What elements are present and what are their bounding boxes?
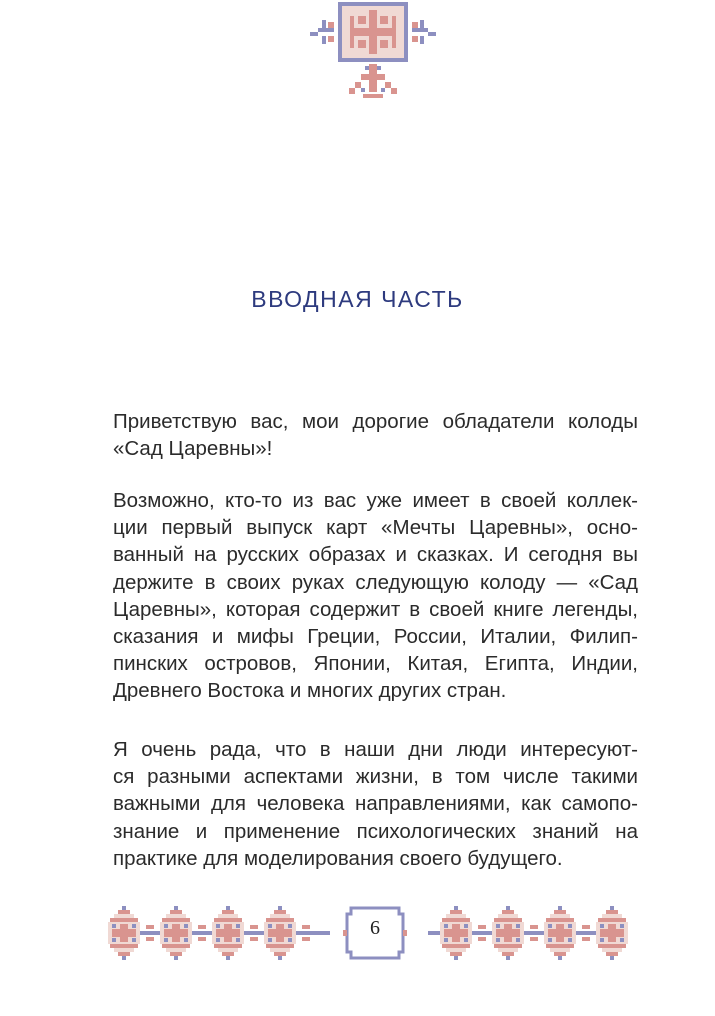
paragraph-collection xyxy=(113,487,638,705)
text-line: важными для человека направлениями, как самопо- xyxy=(113,792,638,816)
text-line: ции первый выпуск карт «Мечты Царевны», осно- xyxy=(113,516,638,540)
text-line: держите в своих руках следующую колоду — «Сад xyxy=(113,570,638,594)
section-title: ВВОДНАЯ ЧАСТЬ xyxy=(251,286,464,312)
text-line: Приветствую вас, мои дорогие обладатели колоды xyxy=(113,410,638,433)
text-line: практике для моделирования своего будущего. xyxy=(113,846,563,870)
text-line: Я очень рада, что в наши дни люди интересуют- xyxy=(113,738,638,761)
folk-border-ornament-icon xyxy=(428,902,636,964)
text-line: Возможно, кто-то из вас уже имеет в своей коллек- xyxy=(113,489,638,512)
page-number: 6 xyxy=(370,917,380,939)
text-line: пинских островов, Японии, Китая, Египта, Индии, xyxy=(113,652,638,676)
text-line: ся разными аспектами жизни, в том числе такими xyxy=(113,765,638,789)
text-line: сказания и мифы Греции, России, Италии, Филип- xyxy=(113,625,638,649)
text-line: ванный на русских образах и сказках. И сегодня вы xyxy=(113,543,638,567)
folk-border-ornament-icon xyxy=(108,902,330,964)
paragraph-greeting xyxy=(113,408,638,462)
folk-ornament-icon xyxy=(306,0,440,104)
paragraph-interest xyxy=(113,736,638,872)
text-line: «Сад Царевны»! xyxy=(113,437,273,461)
text-line: Царевны», которая содержит в своей книге легенды, xyxy=(113,597,638,621)
text-line: Древнего Востока и многих других стран. xyxy=(113,679,507,703)
text-line: знание и применение психологических знаний на xyxy=(113,819,638,843)
